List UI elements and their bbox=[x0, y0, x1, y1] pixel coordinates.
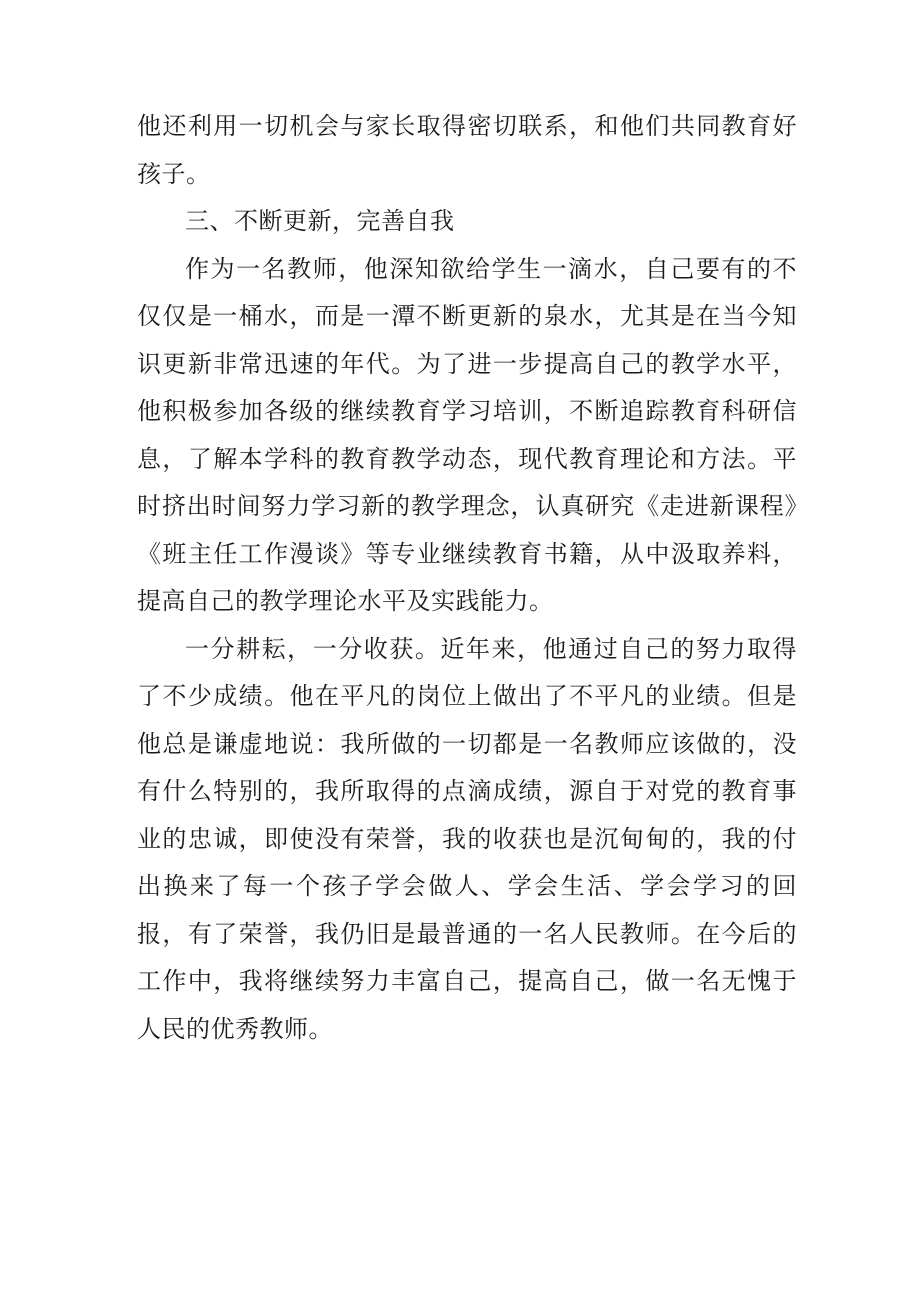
section-heading: 三、不断更新，完善自我 bbox=[185, 207, 455, 235]
paragraph-self-improvement: 作为一名教师，他深知欲给学生一滴水，自己要有的不仅仅是一桶水，而是一潭不断更新的泉水，尤其是在当今知识更新非常迅速的年代。为了进一步提高自己的教学水平，他积极参加各级的继续教育学习培训，不断追踪教育科研信息，了解本学科的教育教学动态，现代教育理论和方法。平时挤出时间努力学习新的教学理念，认真研究《走进新课程》《班主任工作漫谈》等专业继续教育书籍，从中汲取养料，提高自己的教学理论水平及实践能力。 bbox=[137, 254, 797, 615]
text-column bbox=[137, 103, 797, 1053]
paragraph-continuation: 他还利用一切机会与家长取得密切联系，和他们共同教育好孩子。 bbox=[137, 112, 797, 188]
paragraph-conclusion: 一分耕耘，一分收获。近年来，他通过自己的努力取得了不少成绩。他在平凡的岗位上做出了不平凡的业绩。但是他总是谦虚地说：我所做的一切都是一名教师应该做的，没有什么特别的，我所取得的点滴成绩，源自于对党的教育事业的忠诚，即使没有荣誉，我的收获也是沉甸甸的，我的付出换来了每一个孩子学会做人、学会生活、学会学习的回报，有了荣誉，我仍旧是最普通的一名人民教师。在今后的工作中，我将继续努力丰富自己，提高自己，做一名无愧于人民的优秀教师。 bbox=[137, 634, 797, 1043]
